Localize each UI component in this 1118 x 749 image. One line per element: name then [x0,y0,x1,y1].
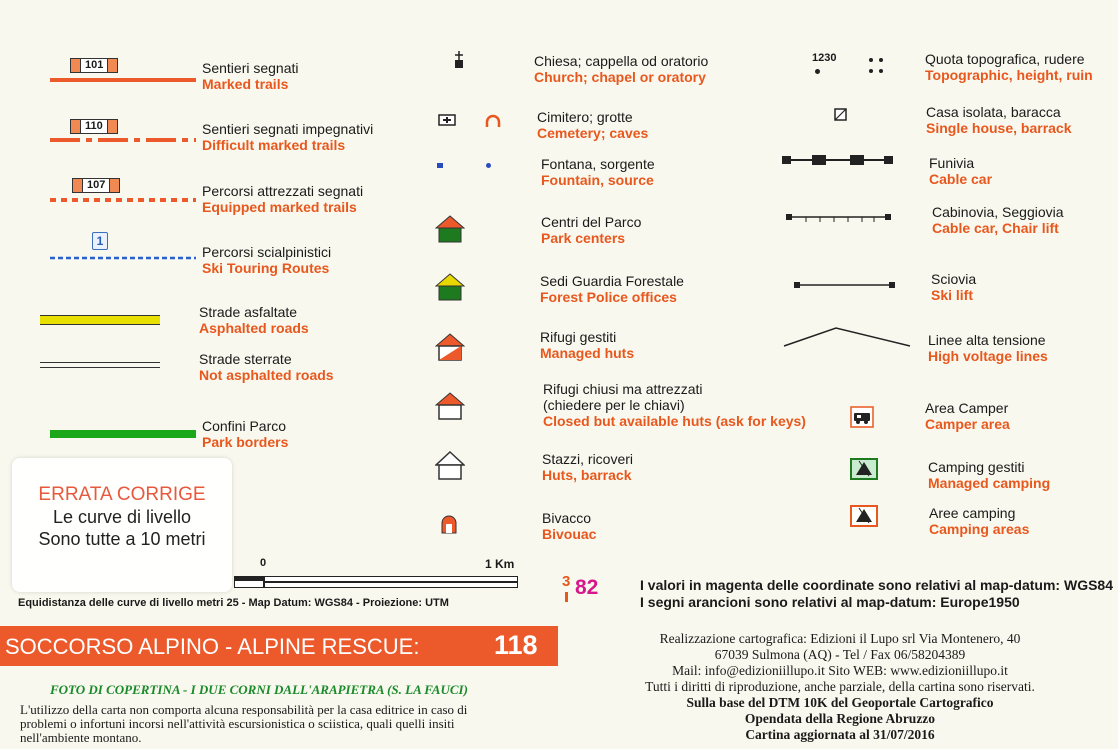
camper-icon [850,406,874,428]
isolated-house-icon [834,108,848,122]
errata-box [12,458,232,592]
legend-park-centers: Centri del Parco Park centers [541,214,642,246]
equipped-trail-symbol [50,178,196,204]
stazzi-hut-icon [435,451,465,481]
coord-sample-mid: 82 [575,576,599,599]
managed-camping-icon [850,458,878,480]
church-icon [452,50,466,70]
managed-hut-icon [435,333,465,361]
difficult-trail-symbol [50,119,196,143]
rescue-label: SOCCORSO ALPINO - ALPINE RESCUE: [5,634,420,659]
camping-area-icon [850,505,878,527]
trail-number-badge: 101 [80,58,108,73]
legend-church: Chiesa; cappella od oratorio Church; chapel or oratory [534,53,709,85]
park-border-symbol [50,430,196,438]
legend-equipped-trails: Percorsi attrezzati segnati Equipped marked trails [202,183,364,215]
legend-height: Quota topografica, rudere Topographic, height, ruin [925,51,1093,83]
legend-bivouac: Bivacco Bivouac [542,510,597,542]
height-value-label: 1230 [812,52,837,64]
legend-marked-trails: Sentieri segnati Marked trails [202,60,299,92]
power-line-symbol [782,325,912,349]
cable-car-symbol [782,154,894,166]
cave-icon [484,114,502,128]
coord-sample-top: 3 [562,573,571,590]
spring-icon [486,163,491,168]
legend-ski-touring: Percorsi scialpinistici Ski Touring Routes [202,244,332,276]
legend-camper-area: Area Camper Camper area [925,400,1010,432]
ruin-icon [868,57,886,75]
legend-managed-camping: Camping gestiti Managed camping [928,459,1051,491]
legend-forest-police: Sedi Guardia Forestale Forest Police offices [540,273,684,305]
legend-power-lines: Linee alta tensione High voltage lines [928,332,1048,364]
closed-hut-icon [435,392,465,420]
legend-isolated-house: Casa isolata, baracca Single house, barrack [926,104,1072,136]
legend-managed-huts: Rifugi gestiti Managed huts [540,329,635,361]
coord-note-europe: I segni arancioni sono relativi al map-datum: Europe1950 [640,594,1020,610]
scale-caption: Equidistanza delle curve di livello metri 25 - Map Datum: WGS84 - Proiezione: UTM [18,597,449,609]
cover-caption: FOTO DI COPERTINA - I DUE CORNI DALL'ARAPIETRA (S. LA FAUCI) [50,682,468,697]
legend-fountain: Fontana, sorgente Fountain, source [541,156,655,188]
forest-police-icon [435,273,465,301]
trail-number-badge: 107 [82,178,110,193]
bivouac-icon [441,514,457,534]
scale-zero-label: 0 [260,557,267,569]
disclaimer: L'utilizzo della carta non comporta alcuna responsabilità per la casa editrice in caso di problemi o infortuni incorsi nell'attività escursionistica o sciistica, quali quelli insiti nell'ambiente montano. [20,702,468,745]
errata-line1: Le curve di livello [52,507,192,527]
legend-cable-car: Funivia Cable car [929,155,993,187]
legend-camping-areas: Aree camping Camping areas [929,505,1030,537]
fountain-icon [437,163,443,168]
asphalt-road-symbol [40,315,160,325]
errata-title: ERRATA CORRIGE [38,484,206,505]
scale-km-label: 1 Km [485,557,515,571]
ski-touring-symbol [50,232,196,262]
legend-asphalt-roads: Strade asfaltate Asphalted roads [199,304,309,336]
credits: Realizzazione cartografica: Edizioni il Lupo srl Via Montenero, 40 67039 Sulmona (AQ) - Tel / Fax 06/58204389 Mail: info@edizioniillupo.it Sito WEB: www.edizioniillupo.it Tutti i diritti di riproduzione, anche parziale, della cartina sono riservati. Sulla base del DTM 10K del Geoportale Cartografico Opendata della Regione Abruzzo Cartina aggiornata al 31/07/2016 [645,631,1035,742]
ski-route-badge: 1 [92,232,108,250]
scale-bar [234,576,518,588]
coord-note-wgs84: I valori in magenta delle coordinate sono relativi al map-datum: WGS84 [640,577,1113,593]
rescue-number: 118 [494,630,538,660]
ski-lift-symbol [794,280,896,290]
trail-number-badge: 110 [80,119,108,134]
legend-dirt-roads: Strade sterrate Not asphalted roads [199,351,334,383]
legend-closed-huts: Rifugi chiusi ma attrezzati (chiedere per le chiavi) Closed but available huts (ask for keys) [543,381,806,429]
marked-trail-symbol [50,58,196,82]
legend-difficult-trails: Sentieri segnati impegnativi Difficult marked trails [202,121,374,153]
legend-park-borders: Confini Parco Park borders [202,418,289,450]
cemetery-icon [438,114,456,126]
dirt-road-symbol [40,362,160,368]
legend-stazzi: Stazzi, ricoveri Huts, barrack [542,451,634,483]
legend-chair-lift: Cabinovia, Seggiovia Cable car, Chair lift [932,204,1064,236]
park-center-icon [435,215,465,243]
legend-cemetery: Cimitero; grotte Cemetery; caves [537,109,649,141]
height-point-icon [815,69,820,74]
chair-lift-symbol [786,211,892,225]
errata-line2: Sono tutte a 10 metri [38,529,206,549]
legend-ski-lift: Sciovia Ski lift [931,271,977,303]
alpine-rescue-banner [0,626,558,666]
